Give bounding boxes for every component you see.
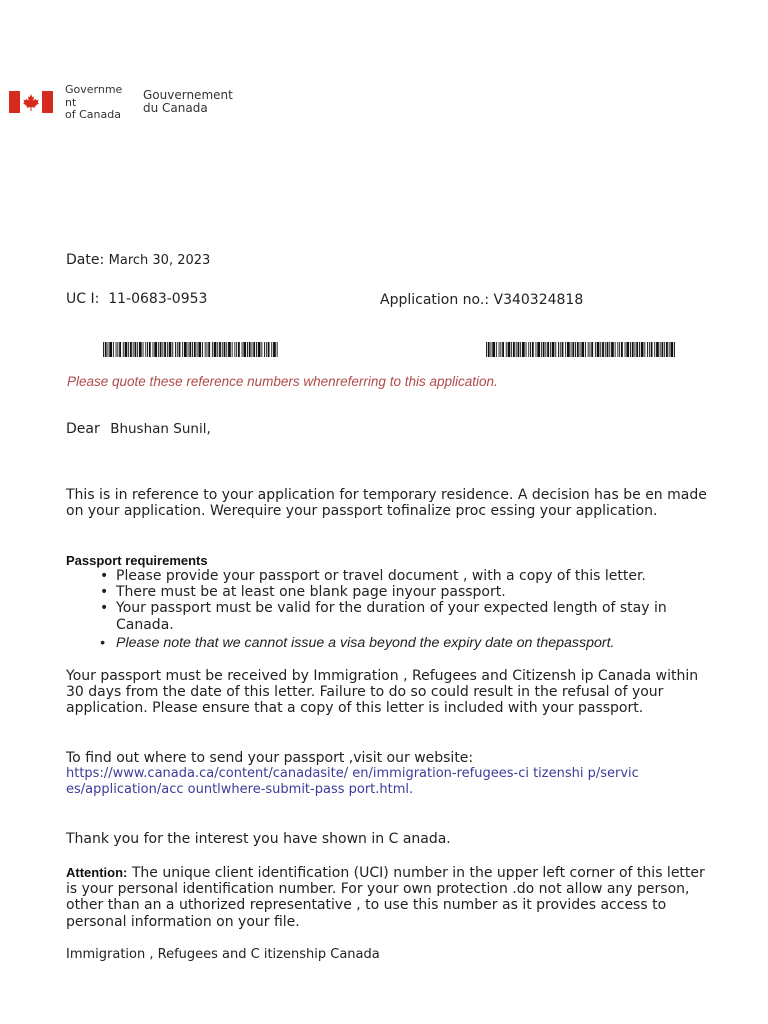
attention-paragraph <box>66 865 716 930</box>
date-label: Date: <box>66 252 105 268</box>
application-barcode <box>486 342 675 357</box>
website-paragraph: To find out where to send your passport ,visit our website: <box>66 750 474 766</box>
salutation <box>66 421 211 437</box>
requirements-heading: Passport requirements <box>66 553 208 568</box>
requirements-list <box>66 568 716 651</box>
uci-barcode <box>103 342 278 357</box>
gov-fr-line: Gouvernement <box>143 88 233 102</box>
deadline-line: Your passport must be received by Immigration , Refugees and Citizensh ip Canada within <box>66 668 699 684</box>
gov-en-line: of Canada <box>65 108 121 121</box>
list-item: • Please note that we cannot issue a visa beyond the expiry date on thepassport. <box>66 635 716 651</box>
uci-value: 11-0683-0953 <box>108 291 208 307</box>
gov-fr-line: du Canada <box>143 100 208 115</box>
list-item: • Your passport must be valid for the duration of your expected length of stay in Canada. <box>66 600 716 632</box>
reference-notice: Please quote these reference numbers whenreferring to this application. <box>67 374 498 389</box>
website-link[interactable] <box>66 766 726 797</box>
intro-paragraph: This is in reference to your application for temporary residence. A decision has be en made on your application. Werequire your passport tofinalize proc essing your application. <box>66 487 707 520</box>
date-value: March 30, 2023 <box>108 253 211 268</box>
deadline-paragraph <box>66 668 716 717</box>
gov-en-line: Governme <box>65 83 123 96</box>
gouvernement-du-canada-wordmark <box>143 89 233 114</box>
signature: Immigration , Refugees and C itizenship Canada <box>66 947 380 962</box>
deadline-line: 30 days from the date of this letter. Failure to do so could result in the refusal of your application. Please ensure that a copy of this letter is included with your passport. <box>66 684 664 717</box>
government-of-canada-wordmark <box>65 84 131 122</box>
thanks-line: Thank you for the interest you have shown in C anada. <box>66 831 451 847</box>
website-link-line[interactable]: https://www.canada.ca/content/canadasite/ en/immigration-refugees-ci tizenshi p/servic <box>66 766 639 781</box>
salutation-dear: Dear <box>66 421 100 437</box>
application-value: V340324818 <box>493 292 584 308</box>
date-line <box>66 252 210 268</box>
attention-text: The unique client identification (UCI) number in the upper left corner of this letter is your personal identification number. For your own protection .do not allow any person, other than an a uthorized representative , to use this number as it provides access to personal information on your file. <box>66 865 705 930</box>
canada-flag-icon <box>9 91 53 113</box>
uci-line <box>66 291 207 307</box>
application-number-line <box>380 292 583 308</box>
recipient-name: Bhushan Sunil, <box>110 421 211 437</box>
list-item: • Please provide your passport or travel document , with a copy of this letter. <box>66 568 716 584</box>
website-link-line[interactable]: es/application/acc ountlwhere-submit-pass port.html. <box>66 781 414 797</box>
gov-en-line: nt <box>65 95 77 109</box>
list-item: • There must be at least one blank page inyour passport. <box>66 584 716 600</box>
uci-label: UC I: <box>66 291 100 307</box>
application-label: Application no.: <box>380 292 490 308</box>
attention-label: Attention: <box>66 865 128 880</box>
